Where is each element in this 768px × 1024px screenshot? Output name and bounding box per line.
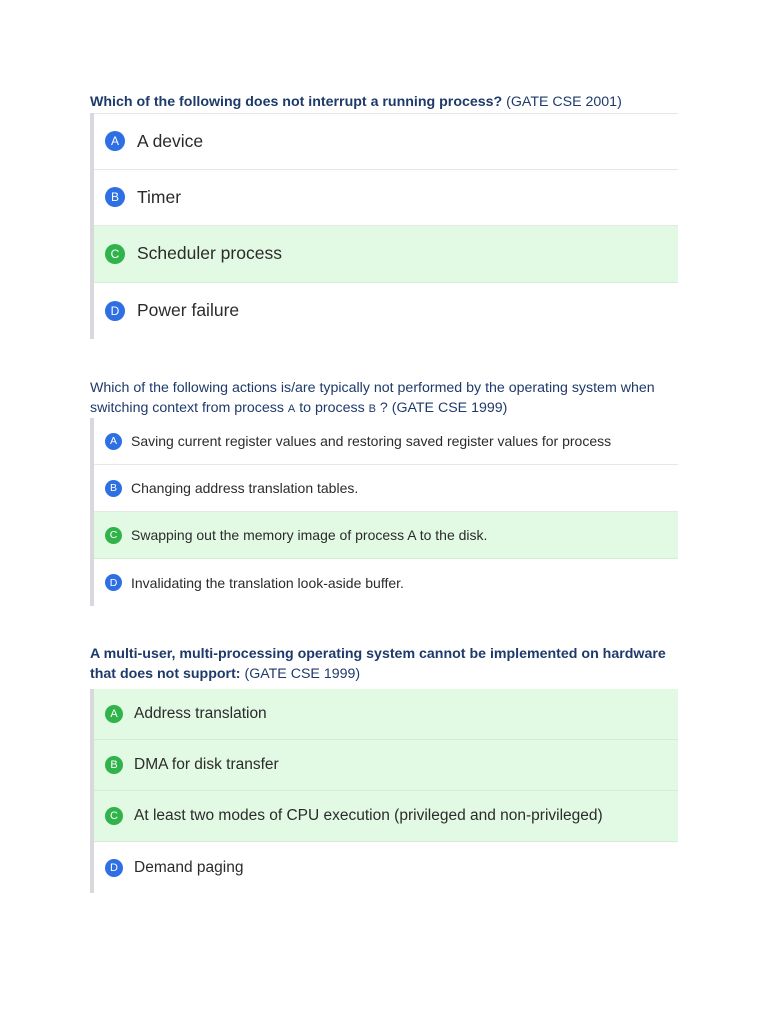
option-label: Address translation bbox=[134, 705, 267, 722]
option-label: Demand paging bbox=[134, 858, 244, 876]
question-source: (GATE CSE 1999) bbox=[240, 666, 361, 682]
question-source: ? (GATE CSE 1999) bbox=[375, 400, 508, 416]
question-1 bbox=[90, 92, 680, 321]
option-a[interactable] bbox=[94, 113, 678, 170]
option-c[interactable] bbox=[94, 226, 678, 283]
option-label: Changing address translation tables. bbox=[131, 480, 359, 496]
option-letter-badge: A bbox=[105, 433, 122, 450]
option-d[interactable] bbox=[94, 283, 678, 340]
process-a-label: A bbox=[287, 403, 296, 415]
question-text bbox=[90, 644, 680, 684]
question-title-part: to process bbox=[295, 400, 369, 416]
options-list bbox=[90, 689, 678, 893]
process-b-label: B bbox=[368, 403, 376, 415]
option-label: Timer bbox=[137, 186, 182, 207]
option-label: Scheduler process bbox=[137, 243, 282, 264]
option-b[interactable] bbox=[94, 465, 678, 512]
question-text bbox=[90, 378, 680, 419]
option-c[interactable] bbox=[94, 791, 678, 842]
question-title: A multi-user, multi-processing operating system cannot be implemented on hardware that does not support: bbox=[90, 646, 666, 682]
option-letter-badge: A bbox=[105, 131, 125, 151]
option-label: DMA for disk transfer bbox=[134, 756, 279, 773]
option-label: Invalidating the translation look-aside buffer. bbox=[131, 574, 404, 591]
option-letter-badge: D bbox=[105, 301, 125, 321]
option-letter-badge: B bbox=[105, 480, 122, 497]
option-label: At least two modes of CPU execution (privileged and non-privileged) bbox=[134, 807, 603, 824]
option-a[interactable] bbox=[94, 418, 678, 465]
option-label: Swapping out the memory image of process A to the disk. bbox=[131, 527, 488, 543]
option-letter-badge: C bbox=[105, 527, 122, 544]
option-a[interactable] bbox=[94, 689, 678, 740]
question-text bbox=[90, 92, 680, 112]
option-label: A device bbox=[137, 130, 204, 151]
option-letter-badge: B bbox=[105, 756, 123, 774]
question-title: Which of the following does not interrupt a running process? bbox=[90, 94, 503, 110]
option-label: Saving current register values and restoring saved register values for process bbox=[131, 433, 612, 449]
question-3 bbox=[90, 644, 680, 876]
option-letter-badge: C bbox=[105, 807, 123, 825]
option-letter-badge: B bbox=[105, 187, 125, 207]
option-c[interactable] bbox=[94, 512, 678, 559]
option-d[interactable] bbox=[94, 559, 678, 606]
question-source: (GATE CSE 2001) bbox=[502, 94, 622, 110]
question-title-part: Which of the following actions is/are typically not performed by the operating system when switching context from process bbox=[90, 380, 655, 416]
options-list bbox=[90, 418, 678, 606]
option-letter-badge: D bbox=[105, 574, 122, 591]
option-b[interactable] bbox=[94, 170, 678, 227]
option-letter-badge: D bbox=[105, 859, 123, 877]
option-b[interactable] bbox=[94, 740, 678, 791]
option-d[interactable] bbox=[94, 842, 678, 893]
option-letter-badge: C bbox=[105, 244, 125, 264]
question-2 bbox=[90, 378, 680, 591]
option-letter-badge: A bbox=[105, 705, 123, 723]
options-list bbox=[90, 113, 678, 339]
option-label: Power failure bbox=[137, 300, 240, 321]
